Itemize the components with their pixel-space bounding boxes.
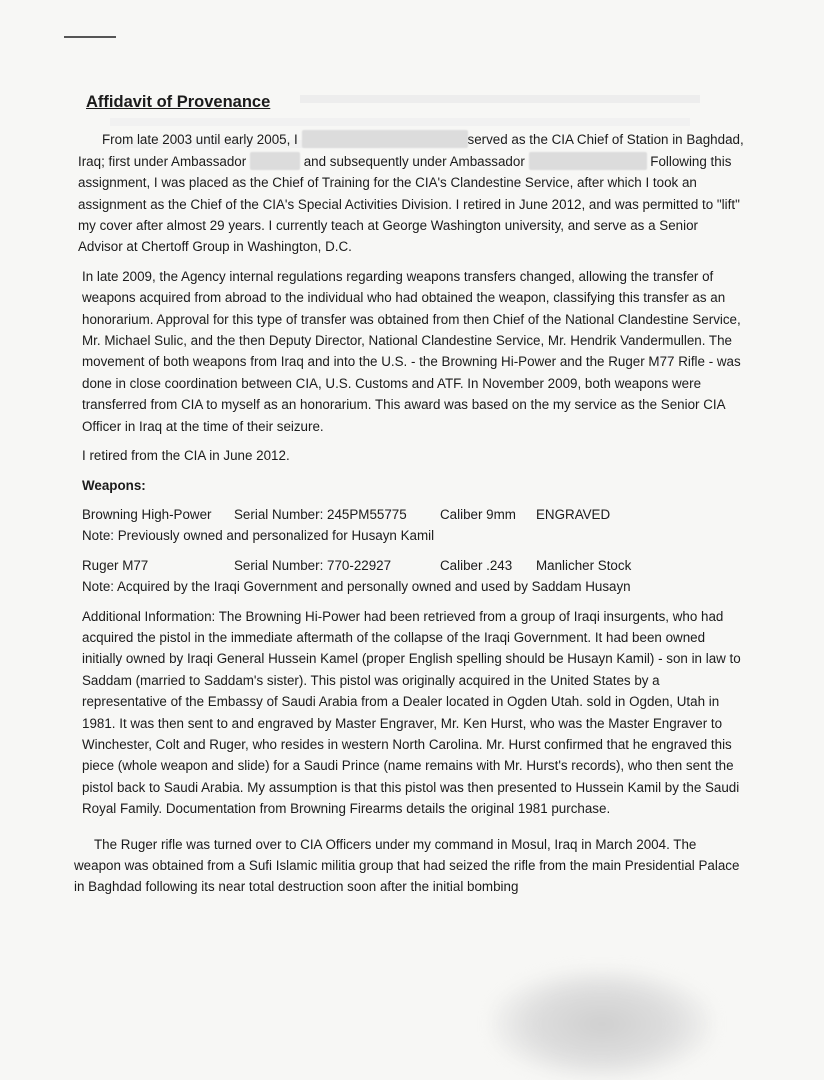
weapon-browning (78, 504, 744, 547)
weapon-serial: Serial Number: 245PM55775 (234, 506, 407, 522)
weapon-note: Note: Acquired by the Iraqi Government and personally owned and used by Saddam Husayn (82, 579, 631, 595)
weapon-name: Browning High-Power (82, 506, 212, 522)
weapon-caliber: Caliber 9mm (440, 506, 516, 522)
affidavit-body (74, 92, 744, 898)
text-fragment: served as the CIA Chief of Station in (467, 132, 683, 148)
text-fragment: and subsequently under Ambassador (303, 153, 525, 169)
document-title: Affidavit of Provenance (86, 93, 271, 111)
paragraph-retired: I retired from the CIA in June 2012. (82, 448, 290, 464)
weapon-extra: ENGRAVED (536, 506, 611, 522)
paragraph-ruger-origin: The Ruger rifle was turned over to CIA Officers under my command in Mosul, Iraq in March 2004. The weapon was obtained from a Sufi Islamic militia group that had seized the rifle from the main Presidential Palace in Baghdad following its near total destruction soon after the initial bombing (74, 836, 740, 895)
redacted-name (302, 130, 468, 148)
weapon-caliber: Caliber .243 (440, 557, 513, 573)
blurred-signature-area (490, 968, 714, 1080)
weapon-note: Note: Previously owned and personalized for Husayn Kamil (82, 528, 435, 544)
paragraph-service (78, 129, 744, 257)
text-fragment: Following this assignment, I was placed as the Chief of Training for the CIA's Clandestine Service, after which I took an assignment as the Chief of the CIA's Special Activities Division. I retired in June 2012, and was permitted to "lift" my cover after almost 29 years. I currently teach at George Washington university, and serve as a Senior Advisor at Chertoff Group in Washington, D.C. (78, 153, 740, 255)
page-edge-mark (64, 36, 116, 38)
text-fragment: From late 2003 until early 2005, I (102, 132, 298, 148)
weapon-ruger (78, 555, 744, 598)
paragraph-additional-info: Additional Information: The Browning Hi-Power had been retrieved from a group of Iraqi insurgents, who had acquired the pistol in the immediate aftermath of the collapse of the Iraqi Government. It had been owned initially owned by Iraqi General Hussein Kamel (proper English spelling should be Husayn Kamil) - son in law to Saddam (married to Saddam's sister). This pistol was originally acquired in the United States by a representative of the Embassy of Saudi Arabia from a Dealer located in Ogden Utah. sold in Ogden, Utah in 1981. It was then sent to and engraved by Master Engraver, Mr. Ken Hurst, who was the Master Engraver to Winchester, Colt and Ruger, who resides in western North Carolina. Mr. Hurst confirmed that he engraved this piece (whole weapon and slide) for a Saudi Prince (name remains with Mr. Hurst's records), who then sent the pistol back to Saudi Arabia. My assumption is that this pistol was then presented to Hussein Kamil by the Saudi Royal Family. Documentation from Browning Firearms details the original 1981 purchase. (82, 608, 741, 817)
weapons-heading: Weapons: (82, 477, 146, 493)
weapon-serial: Serial Number: 770-22927 (234, 557, 392, 573)
redacted-ambassador (529, 152, 647, 170)
paragraph-transfer: In late 2009, the Agency internal regulations regarding weapons transfers changed, allowing the transfer of weapons acquired from abroad to the individual who had obtained the weapon, classifying this transfer as an honorarium. Approval for this type of transfer was obtained from then Chief of the National Clandestine Service, Mr. Michael Sulic, and the then Deputy Director, National Clandestine Service, Mr. Hendrik Vandermullen. The movement of both weapons from Iraq and into the U.S. - the Browning Hi-Power and the Ruger M77 Rifle - was done in close coordination between CIA, U.S. Customs and ATF. In November 2009, both weapons were transferred from CIA to myself as an honorarium. This award was based on the my service as the Senior CIA Officer in Iraq at the time of their seizure. (82, 268, 741, 434)
weapon-extra: Manlicher Stock (536, 557, 632, 573)
weapon-name: Ruger M77 (82, 557, 149, 573)
text-fragment: Baghdad, Iraq; first under Ambassador (78, 132, 744, 169)
redacted-ambassador (250, 152, 300, 170)
